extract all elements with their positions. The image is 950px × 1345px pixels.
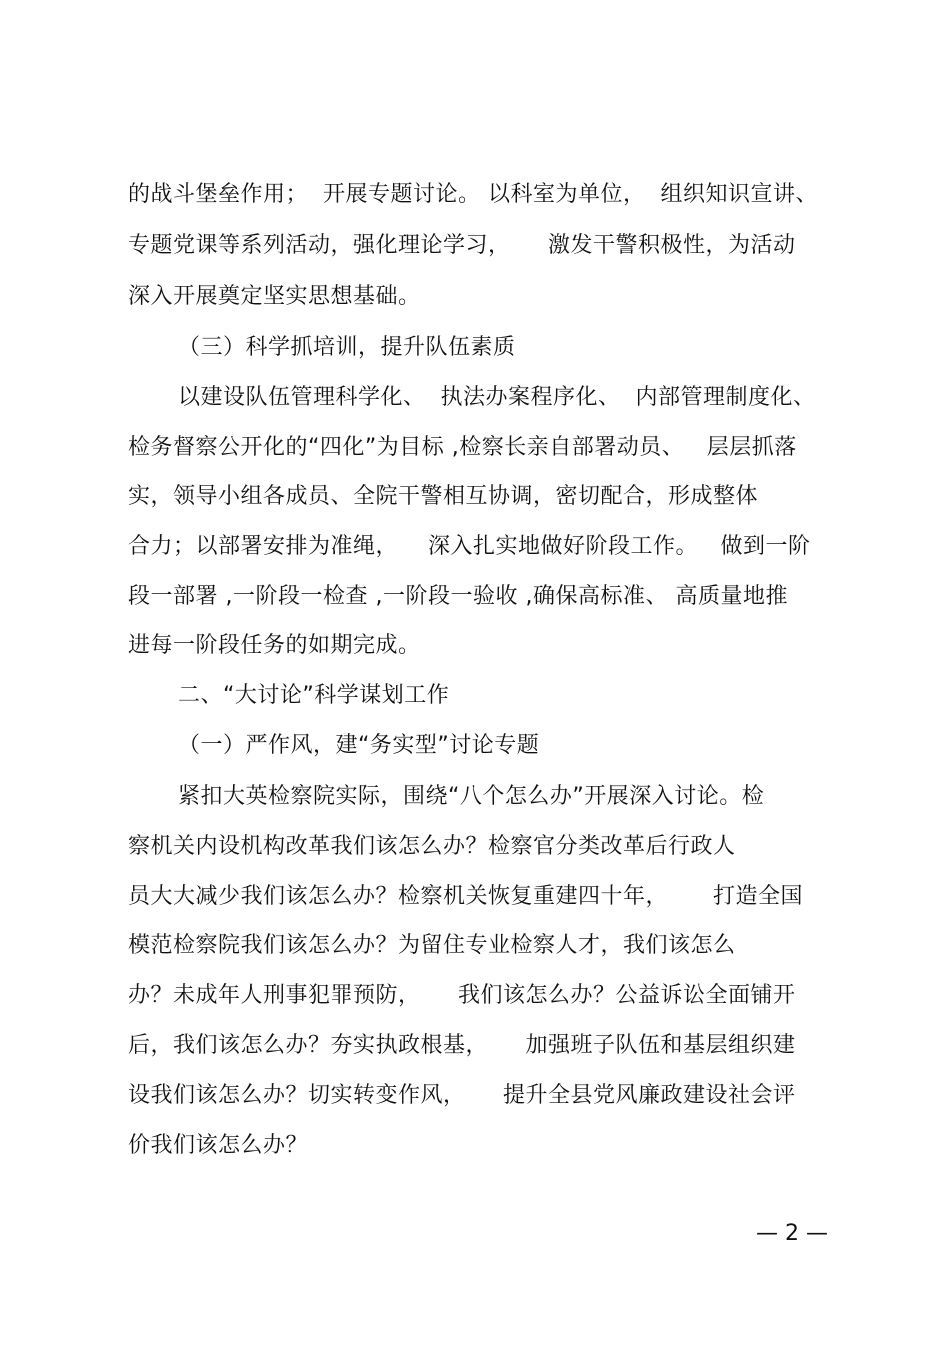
body-text-line: 检务督察公开化的“四化”为目标 ,检察长亲自部署动员、 层层抓落 — [128, 435, 797, 460]
body-text-line: 后，我们该怎么办？夯实执政根基， 加强班子队伍和基层组织建 — [128, 1033, 796, 1058]
section-heading: 二、“大讨论”科学谋划工作 — [178, 683, 450, 708]
body-text-line: 模范检察院我们该怎么办？为留住专业检察人才，我们该怎么 — [128, 933, 736, 958]
body-text-line: 价我们该怎么办？ — [128, 1133, 309, 1158]
body-text-line: 段一部署 ,一阶段一检查 ,一阶段一验收 ,确保高标准、 高质量地推 — [128, 584, 788, 609]
body-text-line: 以建设队伍管理科学化、 执法办案程序化、 内部管理制度化、 — [178, 385, 816, 410]
body-text-line: 实，领导小组各成员、全院干警相互协调，密切配合，形成整体 — [128, 484, 759, 509]
body-text-line: 设我们该怎么办？切实转变作风， 提升全县党风廉政建设社会评 — [128, 1083, 796, 1108]
body-text-line: 员大大减少我们该怎么办？检察机关恢复重建四十年， 打造全国 — [128, 884, 803, 909]
section-heading: （三）科学抓培训，提升队伍素质 — [178, 335, 516, 360]
page-number: — 2 — — [756, 1221, 828, 1246]
body-text-line: 察机关内设机构改革我们该怎么办？检察官分类改革后行政人 — [128, 834, 736, 859]
section-heading: （一）严作风，建“务实型”讨论专题 — [178, 733, 540, 758]
body-text-line: 紧扣大英检察院实际，围绕“八个怎么办”开展深入讨论。检 — [178, 784, 765, 809]
body-text-line: 合力；以部署安排为准绳， 深入扎实地做好阶段工作。 做到一阶 — [128, 534, 811, 559]
body-text-line: 进每一阶段任务的如期完成。 — [128, 633, 421, 658]
body-text-line: 办？未成年人刑事犯罪预防， 我们该怎么办？公益诉讼全面铺开 — [128, 983, 796, 1008]
body-text-line: 深入开展奠定坚实思想基础。 — [128, 284, 421, 309]
body-text-line: 的战斗堡垒作用； 开展专题讨论。 以科室为单位， 组织知识宣讲、 — [128, 182, 818, 207]
body-text-line: 专题党课等系列活动，强化理论学习， 激发干警积极性，为活动 — [128, 233, 796, 258]
